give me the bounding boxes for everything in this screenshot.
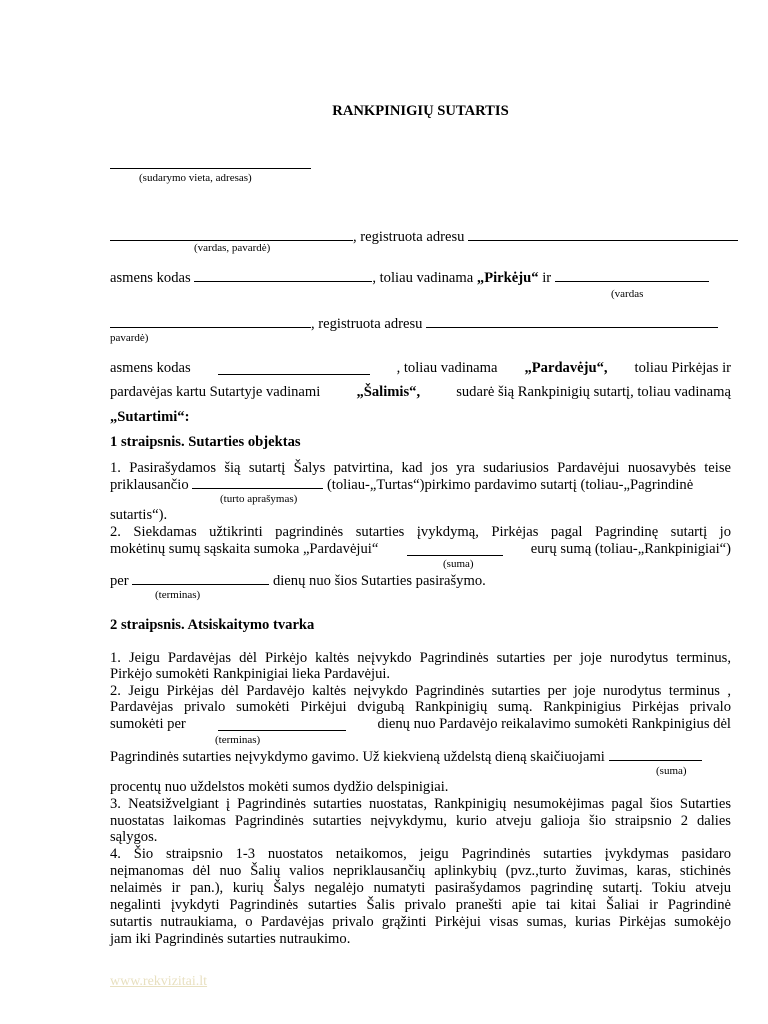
party2-code-label: asmens kodas: [110, 360, 191, 376]
party1-code-line: [110, 269, 709, 287]
art2-p1-l1: 1. Jeigu Pardavėjas dėl Pirkėjo kaltės neįvykdo Pagrindinės sutarties per joje nurodytus terminus,: [110, 650, 731, 666]
art1-p1-l2b: (toliau-„Turtas“)pirkimo pardavimo sutartį (toliau-„Pagrindinė: [326, 477, 694, 493]
art2-p2-hint-term: (terminas): [215, 734, 261, 746]
place-hint: (sudarymo vieta, adresas): [139, 172, 252, 184]
art1-p1-l2a: priklausančio: [110, 477, 189, 493]
party2-line2: [110, 384, 731, 401]
art2-p2-l4: [110, 748, 702, 766]
art1-p2-l3: [110, 572, 486, 590]
art2-p2-l5: procentų nuo uždelstos mokėti sumos dydžio delspinigiai.: [110, 779, 449, 795]
party2-line2c: sudarė šią Rankpinigių sutartį, toliau vadinamą: [456, 384, 731, 400]
art2-p2-l4-text: Pagrindinės sutarties neįvykdymo gavimo. Už kiekvieną uždelstą dieną skaičiuojami: [110, 749, 605, 765]
art2-p2-l3b: dienų nuo Pardavėjo reikalavimo sumokėti Rankpinigius dėl: [377, 716, 731, 732]
party2-line2b: „Šalimis“,: [356, 384, 421, 400]
art1-p2-l2a: mokėtinų sumų sąskaita sumoka „Pardavėjui“: [110, 541, 379, 557]
article2-heading: 2 straipsnis. Atsiskaitymo tvarka: [110, 617, 315, 633]
party2-line2a: pardavėjas kartu Sutartyje vadinami: [110, 384, 321, 400]
art2-p1-l2: Pirkėjo sumokėti Rankpinigiai lieka Pardavėjui.: [110, 666, 391, 682]
art1-p2-hint-sum: (suma): [443, 558, 474, 570]
party1-code-label: asmens kodas: [110, 270, 191, 286]
art1-p1-l1: 1. Pasirašydamos šią sutartį Šalys patvirtina, kad jos yra sudariusios Pardavėjui nuosavybės teise: [110, 460, 731, 476]
document-title: RANKPINIGIŲ SUTARTIS: [332, 103, 509, 119]
art2-p3-l1: 3. Neatsižvelgiant į Pagrindinės sutarties nuostatas, Rankpinigių nesumokėjimas pagal šios Sutarties: [110, 796, 731, 812]
art1-p2-l3b: dienų nuo šios Sutarties pasirašymo.: [272, 573, 486, 589]
art2-p2-l3a: sumokėti per: [110, 716, 186, 732]
art1-p2-l1: 2. Siekdamas užtikrinti pagrindinės sutarties įvykdymą, Pirkėjas pagal Pagrindinę sutartį jo: [110, 524, 731, 540]
art1-p2-l3a: per: [110, 573, 129, 589]
art2-p2-l2: Pardavėjas privalo sumokėti Pirkėjui dvigubą Rankpinigių sumą. Rankpinigius Pirkėjas privalo: [110, 699, 731, 715]
art1-p2-l2: [110, 541, 731, 558]
party2-line3: „Sutartimi“:: [110, 409, 190, 425]
art1-p1-hint: (turto aprašymas): [220, 493, 298, 505]
party2-called-name: „Pardavėju“,: [524, 360, 608, 376]
party2-name-hint: pavardė): [110, 332, 149, 344]
art2-p2-l3: [110, 716, 731, 733]
party2-code-line: [110, 360, 731, 377]
party2-address-line: [110, 315, 718, 333]
art1-p2-hint-term: (terminas): [155, 589, 201, 601]
art2-p3-l3: sąlygos.: [110, 829, 158, 845]
art2-p4-l2: neįmanomas dėl nuo Šalių valios nepriklausančių aplinkybių (pvz.,turto žuvimas, karas, stichinės: [110, 863, 731, 879]
art2-p3-l2: nuostatas laikomas Pagrindinės sutarties neįvykdymu, kurio atveju galioja šio straipsnio 2 dalies: [110, 813, 731, 829]
party2-called-text: , toliau vadinama: [396, 360, 498, 376]
article1-heading: 1 straipsnis. Sutarties objektas: [110, 434, 301, 450]
art2-p4-l1: 4. Šio straipsnio 1-3 nuostatos netaikomos, jeigu Pagrindinės sutarties įvykdymas pasidaro: [110, 846, 731, 862]
art1-p2-l2b: eurų sumą (toliau-„Rankpinigiai“): [530, 541, 731, 557]
party1-and: ir: [542, 270, 552, 286]
party1-called-name: „Pirkėju“: [476, 270, 539, 286]
footer-watermark-link[interactable]: www.rekvizitai.lt: [110, 974, 208, 989]
art2-p4-l3: nelaimės ir pan.), kurių Šalys negalėjo numatyti pasirašydamos pagrindinę sutartį. Tokiu atveju: [110, 880, 731, 896]
art1-p1-l3: sutartis“).: [110, 507, 168, 523]
art1-p1-l2: [110, 476, 693, 494]
party1-called-text: , toliau vadinama: [372, 270, 474, 286]
art2-p4-l5: sutartis nutraukiama, o Pardavėjas privalo grąžinti Pirkėjui visas sumas, kurias Pirkėjas sumokėjo: [110, 914, 731, 930]
party1-reg-text: , registruota adresu: [353, 229, 465, 245]
art2-p2-hint-sum: (suma): [656, 765, 687, 777]
art2-p2-l1: 2. Jeigu Pirkėjas dėl Pardavėjo kaltės neįvykdo Pagrindinės sutarties per joje nurodytus terminus ,: [110, 683, 731, 699]
party2-rest1: toliau Pirkėjas ir: [634, 360, 731, 376]
party1-name-hint-b: (vardas: [611, 288, 644, 300]
party2-reg-text: , registruota adresu: [311, 316, 423, 332]
art2-p4-l4: negalinti įvykdyti Pagrindinės sutarties Šalis privalo pranešti apie tai kitai Šaliai ir Pagrindinė: [110, 897, 731, 913]
art2-p4-l6: jam iki Pagrindinės sutarties nutraukimo.: [110, 931, 351, 947]
party1-name-hint: (vardas, pavardė): [194, 242, 271, 254]
